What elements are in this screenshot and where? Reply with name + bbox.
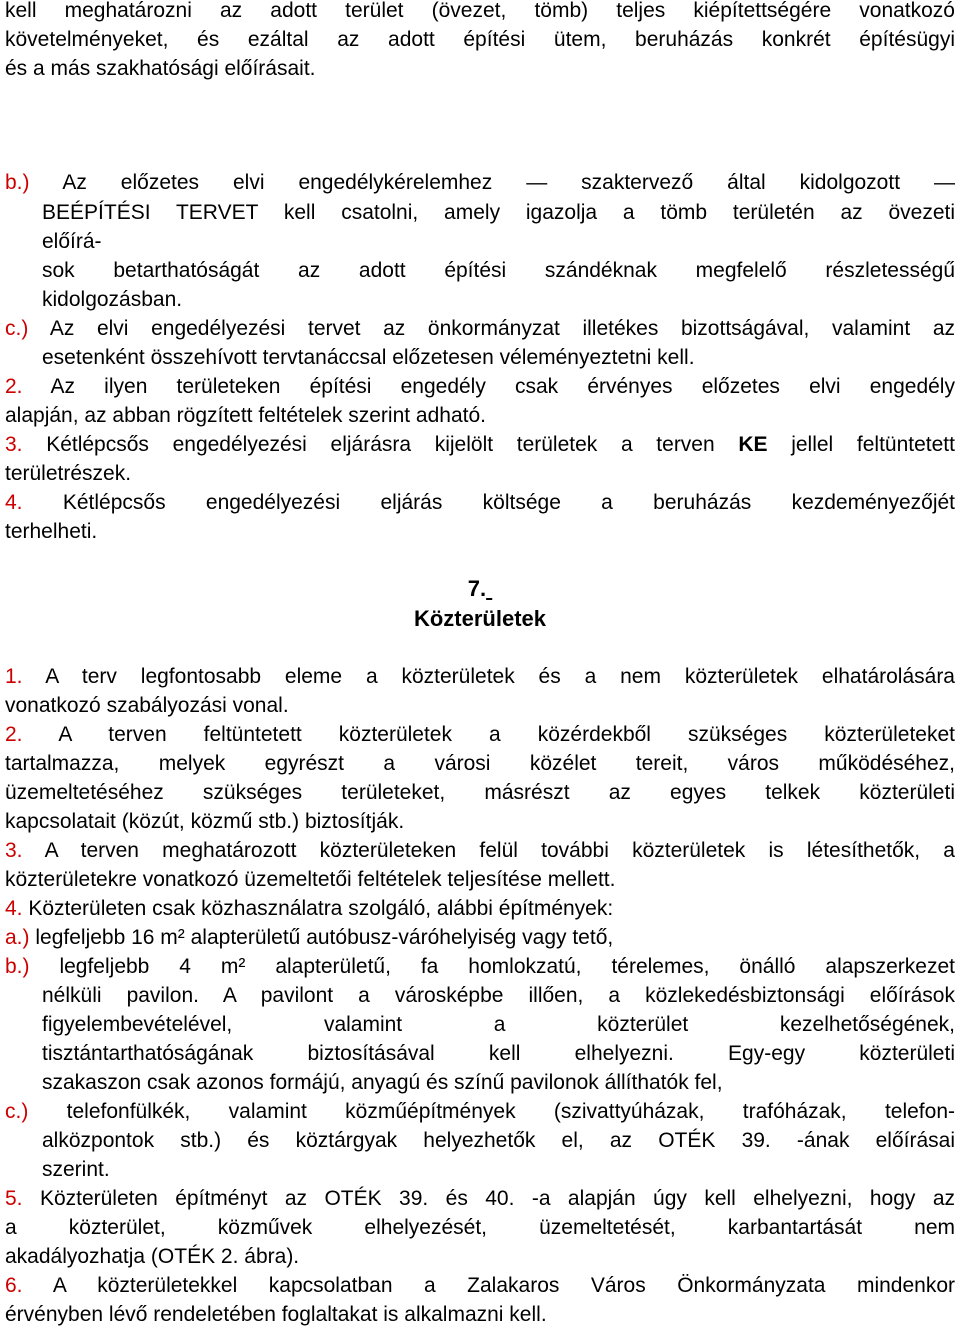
text-line [5,952,955,981]
text-span: Kétlépcsős engedélyezési eljárás költsége a beruházás kezdeményezőjét [62,491,955,514]
text-line: esetenként összehívott tervtanáccsal előzetesen véleményeztetni kell. [42,346,695,369]
text-line [5,662,955,691]
text-span: legfeljebb 16 m² alapterületű autóbusz-váróhelyiség vagy tető, [35,926,614,949]
text-line: terhelheti. [5,520,98,543]
text-line: sok betarthatóságát az adott építési szándéknak megfelelő részletességű [42,259,955,282]
point-number: 1. [5,665,23,688]
point-number: 4. [5,491,23,514]
text-line [5,1271,955,1300]
text-line: kidolgozásban. [42,288,183,311]
text-line [5,1097,955,1126]
ke-label: KE [738,433,768,456]
text-line: tisztántarthatóságának biztosításával kell elhelyezni. Egy-egy közterületi [42,1042,955,1065]
text-line [5,720,955,749]
point-number: 2. [5,723,23,746]
item-marker: a.) [5,926,30,949]
text-line [5,430,955,459]
text-line: alközpontok stb.) és köztárgyak helyezhetők el, az OTÉK 39. -ának előírásai [42,1129,955,1152]
text-line: érvényben lévő rendeletében foglaltakat is alkalmazni kell. [5,1303,547,1326]
point-number: 3. [5,433,23,456]
text-line [5,488,955,517]
text-span: A terv legfontosabb eleme a közterületek és a nem közterületek elhatárolására [45,665,955,688]
text-line: BEÉPÍTÉSI TERVET kell csatolni, amely igazolja a tömb területén az övezeti [42,201,955,224]
text-line: előírá- [42,230,102,253]
text-line: szakaszon csak azonos formájú, anyagú és színű pavilonok állíthatók fel, [42,1071,723,1094]
text-line [5,923,955,952]
text-line: üzemeltetéséhez szükséges területeket, másrészt az egyes telkek közterületi [5,781,955,804]
text-line: szerint. [42,1158,110,1181]
text-span: telefonfülkék, valamint közműépítmények (szivattyúházak, trafóházak, telefon- [66,1100,955,1123]
item-marker: c.) [5,317,29,340]
section-title: Közterületek [413,606,547,631]
text-line: tartalmazza, melyek egyrészt a városi közélet tereit, város működéséhez, [5,752,955,775]
text-line [5,894,955,923]
text-span: A közterületekkel kapcsolatban a Zalakaros Város Önkormányzata mindenkor [52,1274,955,1297]
text-span: jellel feltüntetett [791,433,955,456]
text-span: A terven meghatározott közterületeken felül további közterületek is létesíthetők, a [44,839,955,862]
point-number: 4. [5,897,23,920]
text-line: kapcsolatait (közút, közmű stb.) biztosítják. [5,810,405,833]
text-span: Kétlépcsős engedélyezési eljárásra kijelölt területek a terven [46,433,715,456]
text-line: közterületekre vonatkozó üzemeltetői feltételek teljesítése mellett. [5,868,616,891]
text-line [5,314,955,343]
item-marker: b.) [5,171,30,194]
text-span: Az ilyen területeken építési engedély csak érvényes előzetes elvi engedély [50,375,955,398]
text-span: Közterületen csak közhasználatra szolgáló, alábbi építmények: [28,897,614,920]
point-number: 6. [5,1274,23,1297]
text-line [5,168,955,197]
point-number: 2. [5,375,23,398]
text-line: akadályozhatja (OTÉK 2. ábra). [5,1245,300,1268]
text-span: Az elvi engedélyezési tervet az önkormányzat illetékes bizottságával, valamint az [49,317,955,340]
text-line: figyelembevételével, valamint a közterület kezelhetőségének, [42,1013,955,1036]
text-line: területrészek. [5,462,132,485]
text-line: kell meghatározni az adott terület (övezet, tömb) teljes kiépítettségére vonatkozó [5,0,955,22]
text-span: Közterületen építményt az OTÉK 39. és 40. -a alapján úgy kell elhelyezni, hogy az [39,1187,955,1210]
text-line: követelményeket, és ezáltal az adott építési ütem, beruházás konkrét építésügyi [5,28,955,51]
text-line [5,372,955,401]
item-marker: c.) [5,1100,29,1123]
text-line: alapján, az abban rögzített feltételek szerint adható. [5,404,486,427]
text-line: vonatkozó szabályozási vonal. [5,694,289,717]
text-span: legfeljebb 4 m² alapterületű, fa homlokzatú, térelemes, önálló alapszerkezet [59,955,955,978]
text-line: a közterület, közművek elhelyezését, üzemeltetését, karbantartását nem [5,1216,955,1239]
text-line [5,836,955,865]
text-line: nélküli pavilon. A pavilont a városképbe illően, a közlekedésbiztonsági előírások [42,984,955,1007]
underline-mark [486,576,492,601]
section-number [0,574,960,603]
text-span: Az előzetes elvi engedélykérelemhez — szaktervező által kidolgozott — [62,171,955,194]
text-line: és a más szakhatósági előírásait. [5,57,316,80]
point-number: 3. [5,839,23,862]
section-number-text: 7. [467,576,487,601]
text-span: A terven feltüntetett közterületek a közérdekből szükséges közterületeket [58,723,955,746]
item-marker: b.) [5,955,30,978]
text-line [5,1184,955,1213]
point-number: 5. [5,1187,23,1210]
